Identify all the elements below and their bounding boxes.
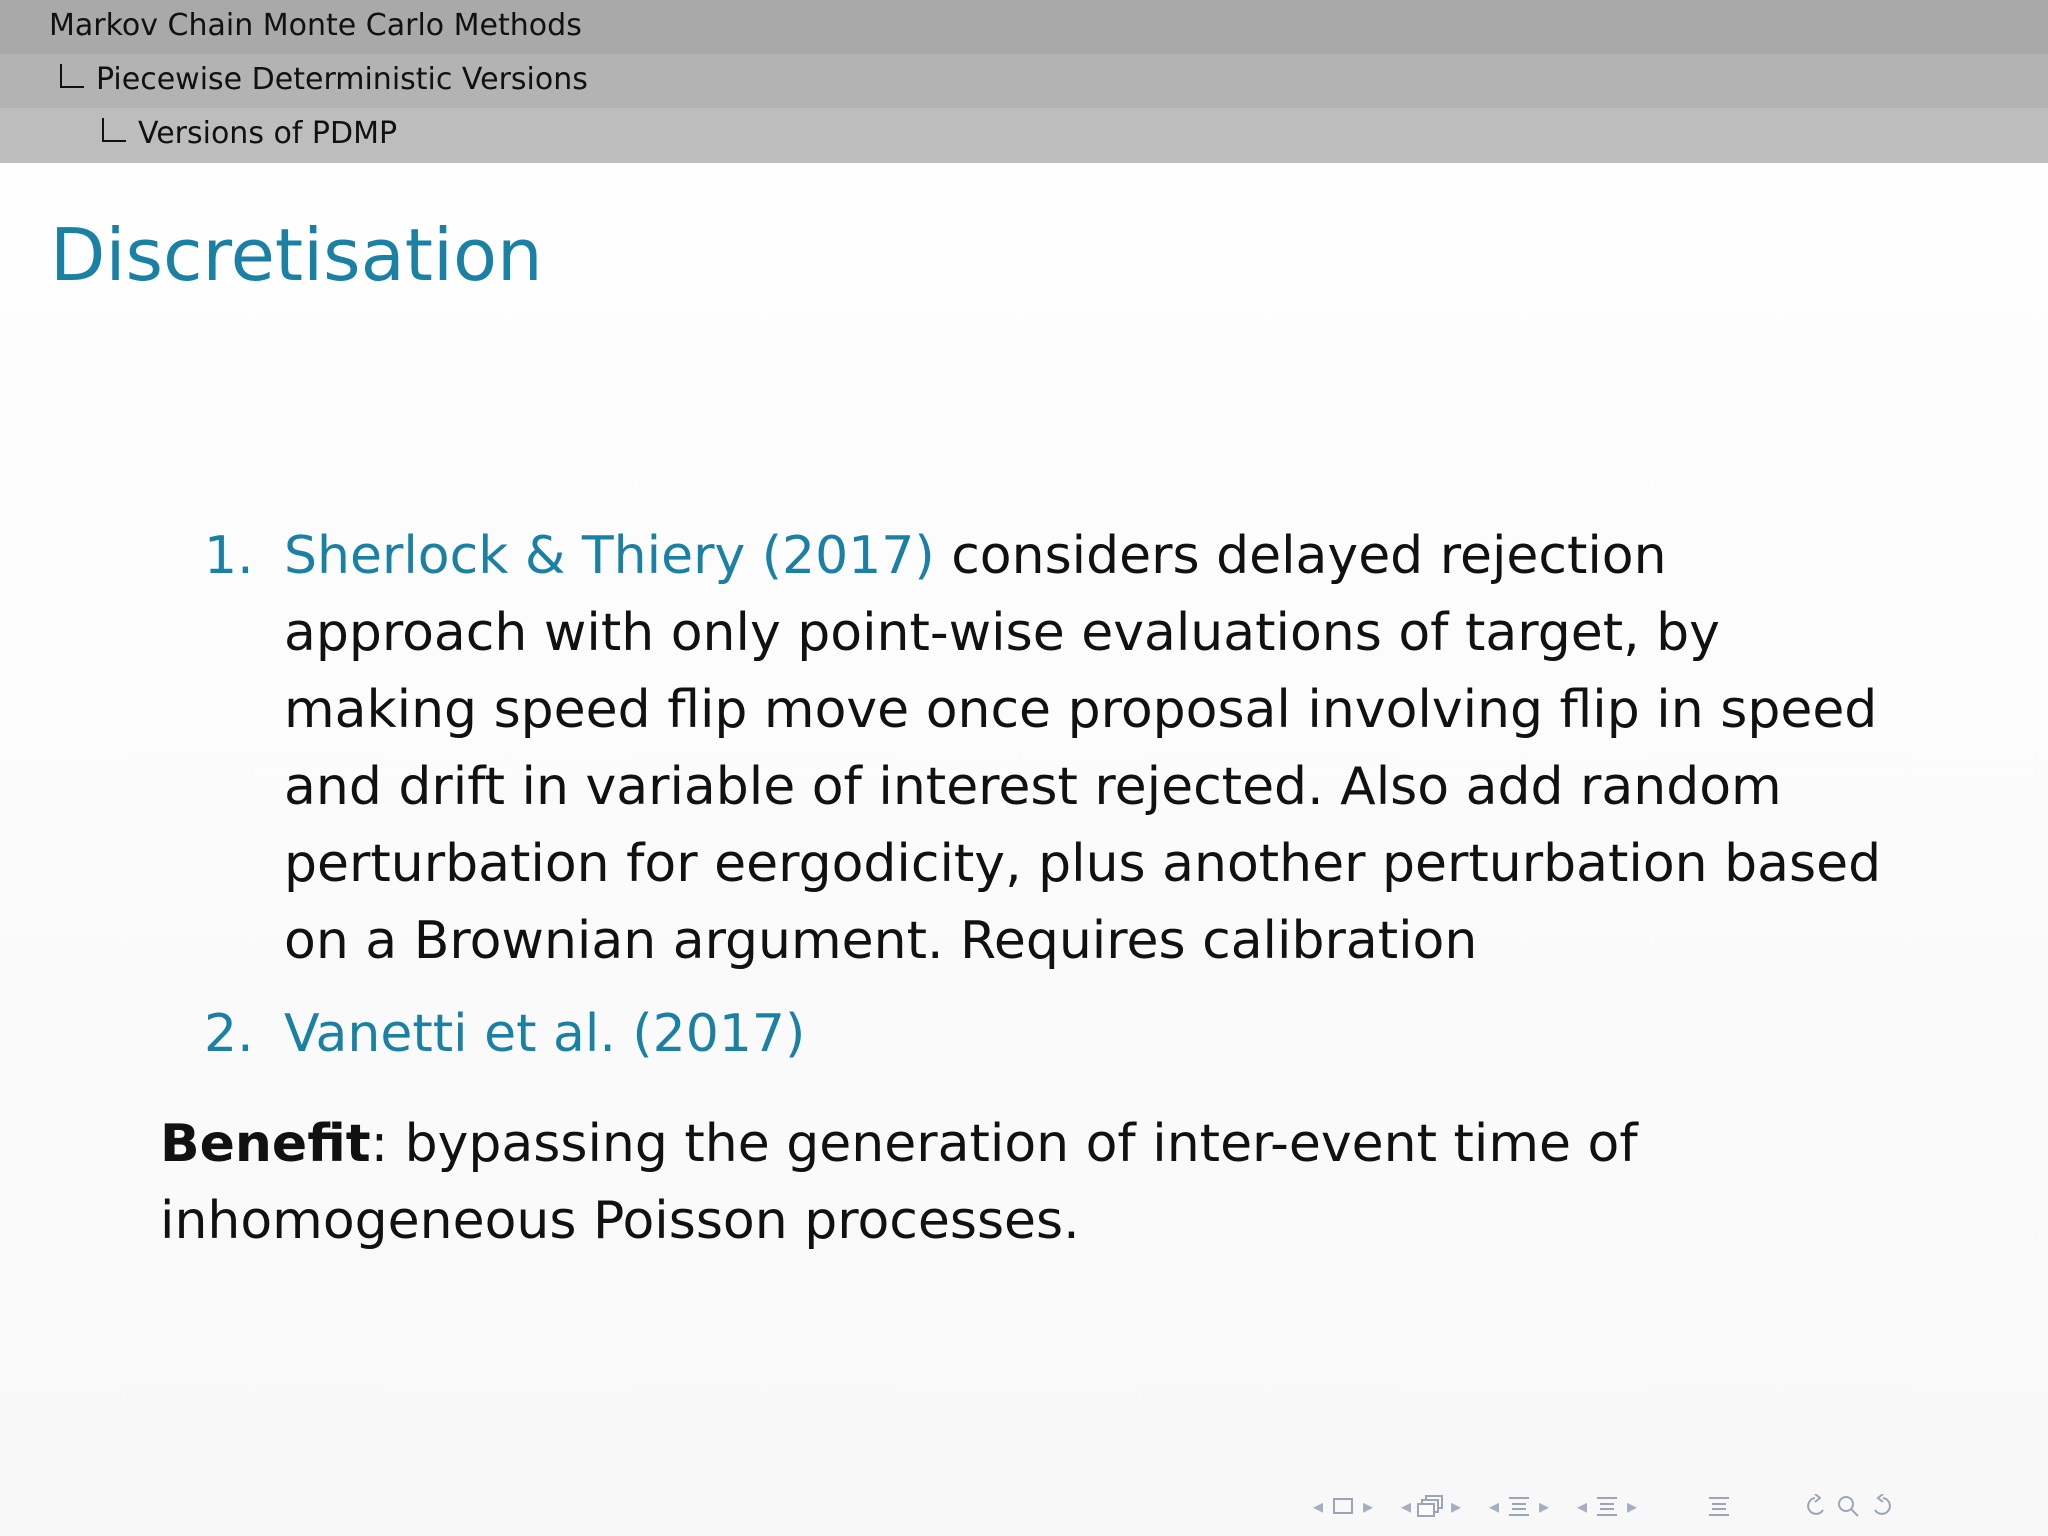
header-section-link[interactable]: Markov Chain Monte Carlo Methods [49, 8, 582, 43]
arrow-left-icon[interactable]: ◂ [1576, 1494, 1588, 1518]
arrow-left-icon[interactable]: ◂ [1400, 1494, 1412, 1518]
citation-link[interactable]: Sherlock & Thiery (2017) [284, 526, 935, 586]
benefit-label: Benefit [160, 1114, 371, 1174]
list-item [200, 518, 1900, 980]
header-subsection-link[interactable]: Piecewise Deterministic Versions [96, 62, 588, 97]
tree-branch-icon [60, 64, 84, 88]
frame-title: Discretisation [50, 213, 543, 297]
benefit-text: : bypassing the generation of inter-event time of inhomogeneous Poisson processes. [160, 1114, 1638, 1251]
tree-branch-icon [102, 118, 126, 142]
nav-section-group [1486, 1492, 1552, 1520]
arrow-right-icon[interactable]: ▸ [1538, 1494, 1550, 1518]
benefit-paragraph [160, 1106, 1860, 1260]
nav-tools-group [1798, 1492, 1900, 1520]
list-item-number: 1. [204, 526, 254, 586]
list-item-text: considers delayed rejection approach with only point-wise evaluations of target, by making speed flip move once proposal involving flip in speed and drift in variable of interest rejected. Also add random perturbation for eergodicity, plus another perturbation based on a Brownian argument. Requires calibration [284, 526, 1882, 971]
header-subsubsection-link[interactable]: Versions of PDMP [138, 116, 398, 151]
list-item-number: 2. [204, 1004, 254, 1064]
list-item [200, 996, 1900, 1073]
nav-subsection-group [1398, 1492, 1464, 1520]
nav-frame-group [1310, 1492, 1376, 1520]
header-subsubsection-band [0, 108, 2048, 163]
navigation-bar [1310, 1488, 1922, 1524]
arrow-right-icon[interactable]: ▸ [1450, 1494, 1462, 1518]
citation-link[interactable]: Vanetti et al. (2017) [284, 1004, 806, 1064]
arrow-left-icon[interactable]: ◂ [1312, 1494, 1324, 1518]
nav-subsubsection-group [1574, 1492, 1640, 1520]
nav-document-group [1702, 1492, 1736, 1520]
forward-icon[interactable] [1866, 1492, 1900, 1520]
header-section-band [0, 0, 2048, 54]
back-icon[interactable] [1798, 1492, 1832, 1520]
document-icon[interactable] [1702, 1492, 1736, 1520]
frame-icon[interactable] [1326, 1492, 1360, 1520]
subsubsection-icon[interactable] [1590, 1492, 1624, 1520]
subsection-icon[interactable] [1414, 1492, 1448, 1520]
section-icon[interactable] [1502, 1492, 1536, 1520]
arrow-left-icon[interactable]: ◂ [1488, 1494, 1500, 1518]
arrow-right-icon[interactable]: ▸ [1362, 1494, 1374, 1518]
arrow-right-icon[interactable]: ▸ [1626, 1494, 1638, 1518]
search-icon[interactable] [1832, 1492, 1866, 1520]
enumerated-list [200, 518, 1900, 1073]
header-subsection-band [0, 54, 2048, 108]
